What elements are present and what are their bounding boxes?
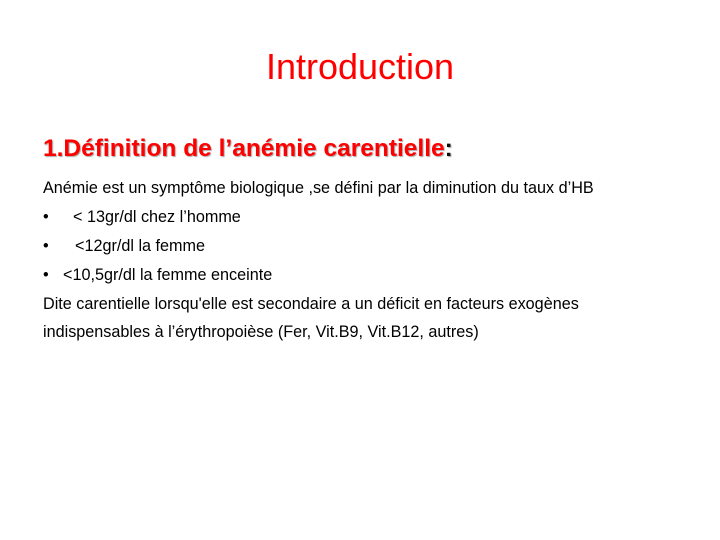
bullet-icon: • xyxy=(43,208,49,226)
definition-line-2: indispensables à l’érythropoièse (Fer, Vit.B9, Vit.B12, autres) xyxy=(43,323,479,341)
list-item xyxy=(43,261,713,290)
section-heading-colon: : xyxy=(444,135,453,162)
bullet-text-femme-enceinte: <10,5gr/dl la femme enceinte xyxy=(63,266,273,284)
section-heading xyxy=(43,132,453,166)
bullet-icon: • xyxy=(43,266,49,284)
list-item xyxy=(43,203,713,232)
bullet-text-femme: <12gr/dl la femme xyxy=(75,237,206,255)
list-item xyxy=(43,232,713,261)
section-heading-text: 1.Définition de l’anémie carentielle xyxy=(43,135,445,162)
definition-line-1: Dite carentielle lorsqu'elle est secondaire a un déficit en facteurs exogènes xyxy=(43,295,579,313)
bullet-icon: • xyxy=(43,237,49,255)
slide-body xyxy=(43,174,713,345)
slide-title: Introduction xyxy=(265,46,455,87)
bullet-text-homme: < 13gr/dl chez l’homme xyxy=(73,208,241,226)
intro-text: Anémie est un symptôme biologique ,se défini par la diminution du taux d’HB xyxy=(43,179,594,197)
